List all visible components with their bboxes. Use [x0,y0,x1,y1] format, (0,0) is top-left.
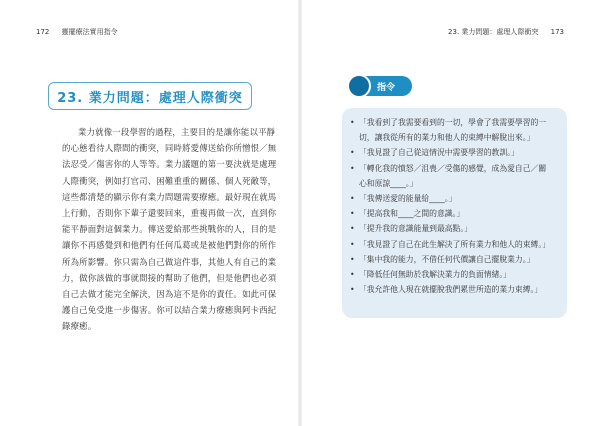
command-line: 「轉化我的憤怒／沮喪／受傷的感覺，成為愛自己／關 [359,163,547,173]
command-line: 心和原諒____。」 [359,178,418,188]
left-page-number: 172 [36,28,50,36]
command-line: 「集中我的能力，不借任何代價讓自己擺脫業力。」 [359,254,535,264]
body-line: 人際衝突，例如打官司、困難重重的關係、個人死敵等， [62,175,277,186]
command-item [350,267,562,282]
right-chapter-header: 23. 業力問題：處理人際衝突 [448,28,539,36]
command-line: 「我見證了自己在此生解決了所有業力和他人的束縛。」 [359,239,551,249]
command-line: 「提高我和____之間的意識。」 [359,209,465,219]
body-line: 自己去做才能完全解決，因為這不是你的責任。如此可保 [62,289,277,300]
bullet-icon: • [350,270,355,280]
body-paragraph [62,124,277,335]
body-line: 業力就像一段學習的過程，主要目的是讓你能以平靜 [78,127,276,137]
command-item [350,145,562,160]
left-book-title: 靈擺療法實用指令 [61,28,118,36]
command-item [350,282,562,297]
tab-circle-icon [347,74,371,98]
bullet-icon: • [350,285,355,295]
command-item [350,161,562,191]
body-line: 法忍受／傷害你的人等等。業力議題的第一要決就是處理 [62,159,277,170]
body-line: 上行動，否則你下輩子還要回來，重複再做一次，直到你 [62,208,277,219]
body-line: 的心態看待人際間的衝突，同時將愛傳送給你所憎恨／無 [62,143,277,154]
command-tab [350,76,412,96]
bullet-icon: • [350,239,355,249]
command-line: 切，讓我從所有的業力和他人的束縛中解脫出來。」 [359,133,535,143]
command-item [350,206,562,221]
book-gutter [298,0,302,426]
command-line: 「我允許他人現在就擺脫我們累世所造的業力束縛。」 [359,285,543,295]
bullet-icon: • [350,148,355,158]
command-list [350,115,562,297]
bullet-icon: • [350,118,355,127]
right-page-number: 173 [550,28,564,36]
body-line: 讓你不再感覺到和他們有任何瓜葛或是被他們對你的所作 [62,240,277,251]
command-line: 「降低任何無助於我解決業力的負面情緒。」 [359,270,512,280]
chapter-title: 23. 業力問題：處理人際衝突 [57,90,243,106]
bullet-icon: • [350,224,355,234]
command-tab-label: 指令 [377,83,396,93]
command-line: 「我看到了我需要看到的一切，學會了我需要學習的一 [359,118,547,127]
command-item [350,252,562,267]
right-running-header [448,27,564,37]
left-running-header [36,27,118,37]
command-item [350,191,562,206]
command-item [350,115,562,145]
bullet-icon: • [350,194,355,204]
command-item [350,237,562,252]
command-line: 「我見證了自己從這情況中需要學習的教訓。」 [359,148,519,158]
bullet-icon: • [350,163,355,173]
body-line: 護自己免受進一步傷害。你可以結合業力療癒與阿卡西紀 [62,305,277,316]
command-line: 「我傳送愛的能量給____。」 [359,194,457,204]
chapter-title-box [48,82,252,110]
body-line: 所為所影響。你只需為自己做這件事，其他人有自己的業 [62,256,277,267]
body-line: 能平靜面對這個業力。傳送愛給那些挑戰你的人，目的是 [62,224,277,235]
body-line: 錄療癒。 [62,321,97,332]
bullet-icon: • [350,254,355,264]
command-item [350,221,562,236]
command-line: 「提升我的意識能量到最高點。」 [359,224,473,234]
bullet-icon: • [350,209,355,219]
body-line: 這些都清楚的顯示你有業力問題需要療癒。最好現在就馬 [62,191,277,202]
body-line: 力，做你該做的事就間接的幫助了他們，但是他們也必須 [62,272,277,283]
